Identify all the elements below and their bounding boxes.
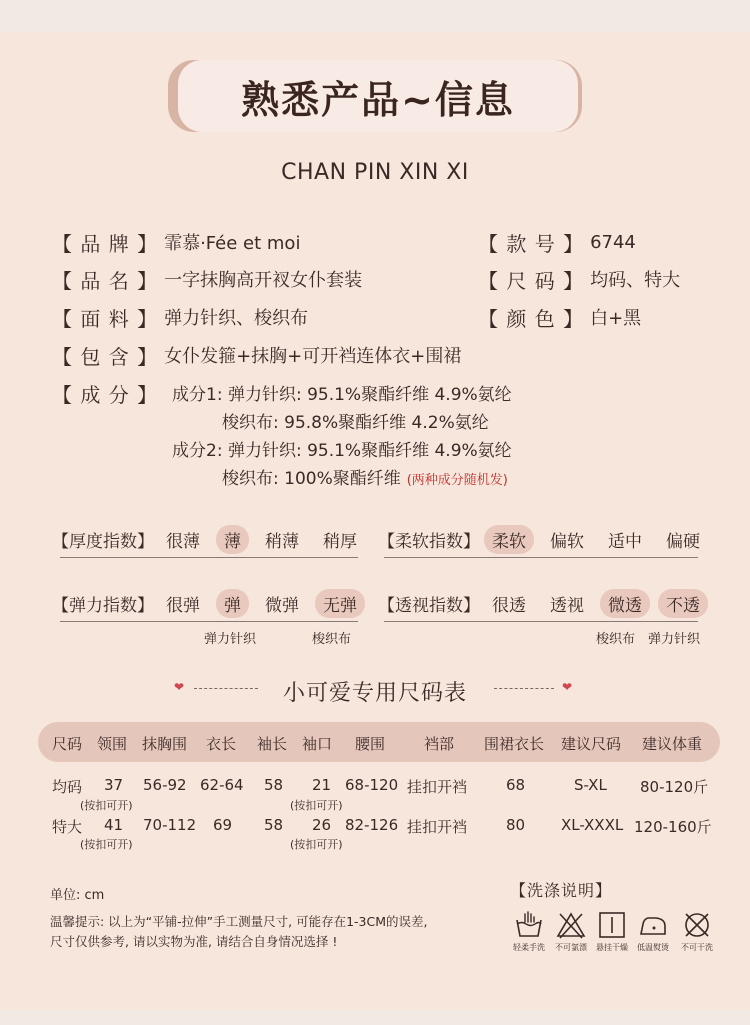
unit-label: 单位: cm <box>50 888 105 903</box>
heart-icon: ❤ <box>174 680 185 694</box>
brand-label: 【 品 牌 】 <box>52 231 159 256</box>
page-subtitle: CHAN PIN XIN XI <box>281 160 469 185</box>
no-bleach-icon <box>556 910 586 940</box>
table-cell: 21 <box>312 776 332 794</box>
transparency-option: 很透 <box>492 595 526 616</box>
fabric-value: 弹力针织、梭织布 <box>164 308 309 329</box>
table-header-cell: 建议体重 <box>642 735 703 753</box>
table-cell: 挂扣开裆 <box>407 818 468 836</box>
table-header-cell: 领围 <box>97 735 128 753</box>
table-cell: 特大 <box>52 818 83 836</box>
thickness-option: 稍厚 <box>323 531 357 552</box>
elasticity-index <box>52 586 369 620</box>
info-includes <box>52 340 461 370</box>
transparency-divider <box>384 621 698 622</box>
wash-title: 【洗涤说明】 <box>510 881 613 900</box>
thickness-option: 稍薄 <box>265 531 299 552</box>
wash-label: 不可干洗 <box>681 943 713 952</box>
transparency-index <box>378 586 712 620</box>
table-cell-note: (按扣可开) <box>80 838 133 851</box>
table-cell: 37 <box>104 776 124 794</box>
size-value: 均码、特大 <box>590 270 681 291</box>
info-fabric <box>52 302 308 332</box>
composition-note: (两种成分随机发) <box>406 473 508 488</box>
table-cell: 26 <box>312 816 332 834</box>
includes-value: 女仆发箍+抹胸+可开裆连体衣+围裙 <box>164 346 462 367</box>
elasticity-note: 弹力针织 <box>204 632 257 647</box>
table-header-cell: 裆部 <box>424 735 455 753</box>
transparency-label: 【透视指数】 <box>378 595 480 616</box>
model-label: 【 款 号 】 <box>478 231 585 256</box>
info-model <box>478 227 636 257</box>
transparency-note: 梭织布 <box>596 632 636 647</box>
info-name <box>52 264 362 294</box>
thickness-divider <box>60 557 358 558</box>
softness-option: 偏硬 <box>666 531 700 552</box>
table-cell: 68-120 <box>345 776 399 794</box>
elasticity-divider <box>60 621 358 622</box>
elasticity-note: 梭织布 <box>312 632 352 647</box>
elasticity-option: 很弹 <box>166 595 200 616</box>
wash-label: 低温熨烫 <box>637 943 669 952</box>
table-cell-note: (按扣可开) <box>290 799 343 812</box>
table-cell: 80 <box>506 816 526 834</box>
table-cell-note: (按扣可开) <box>290 838 343 851</box>
title-banner <box>168 60 582 132</box>
hand-wash-icon <box>514 910 544 940</box>
softness-option: 偏软 <box>550 531 584 552</box>
brand-value: 霏慕·Fée et moi <box>164 233 301 254</box>
name-value: 一字抹胸高开衩女仆套装 <box>164 270 363 291</box>
model-value: 6744 <box>590 231 636 253</box>
table-header-cell: 尺码 <box>52 735 83 753</box>
softness-option-selected: 柔软 <box>484 525 534 554</box>
page-title: 熟悉产品~信息 <box>178 60 578 132</box>
info-size <box>478 264 680 294</box>
transparency-option-selected: 不透 <box>658 589 708 618</box>
composition-line-3: 成分2: 弹力针织: 95.1%聚酯纤维 4.9%氨纶 <box>172 441 512 461</box>
softness-index <box>378 522 712 556</box>
table-cell: 挂扣开裆 <box>407 778 468 796</box>
dashed-divider <box>494 688 554 689</box>
softness-option: 适中 <box>608 531 642 552</box>
heart-icon: ❤ <box>562 680 573 694</box>
table-header-cell: 围裙衣长 <box>484 735 545 753</box>
thickness-option-selected: 薄 <box>216 525 249 554</box>
table-cell: 62-64 <box>200 776 244 794</box>
table-header-cell: 袖口 <box>302 735 333 753</box>
hang-dry-icon <box>597 910 627 940</box>
composition-line-4 <box>222 464 508 489</box>
info-color <box>478 302 641 332</box>
color-label: 【 颜 色 】 <box>478 306 585 331</box>
elasticity-label: 【弹力指数】 <box>52 595 154 616</box>
color-value: 白+黑 <box>590 308 642 329</box>
table-cell: 68 <box>506 776 526 794</box>
transparency-option-selected: 微透 <box>600 589 650 618</box>
table-header-cell: 腰围 <box>355 735 386 753</box>
table-cell: 120-160斤 <box>634 818 712 836</box>
name-label: 【 品 名 】 <box>52 268 159 293</box>
wash-label: 悬挂干燥 <box>596 943 628 952</box>
includes-label: 【 包 含 】 <box>52 344 159 369</box>
size-table-title: 小可爱专用尺码表 <box>282 681 467 706</box>
thickness-index <box>52 522 369 556</box>
thickness-label: 【厚度指数】 <box>52 531 154 552</box>
transparency-option: 透视 <box>550 595 584 616</box>
thickness-option: 很薄 <box>166 531 200 552</box>
table-cell: 58 <box>264 816 284 834</box>
tip-line-1: 温馨提示: 以上为“平铺-拉伸”手工测量尺寸, 可能存在1-3CM的误差, <box>50 914 428 929</box>
info-brand <box>52 227 300 257</box>
info-composition <box>52 378 158 408</box>
transparency-note: 弹力针织 <box>648 632 701 647</box>
composition-label: 【 成 分 】 <box>52 382 159 407</box>
table-cell: 41 <box>104 816 124 834</box>
tip-line-2: 尺寸仅供参考, 请以实物为准, 请结合自身情况选择 ! <box>50 934 338 949</box>
wash-label: 不可氯漂 <box>555 943 587 952</box>
fabric-label: 【 面 料 】 <box>52 306 159 331</box>
composition-line-2: 梭织布: 95.8%聚酯纤维 4.2%氨纶 <box>222 413 489 433</box>
no-dry-clean-icon <box>682 910 712 940</box>
softness-divider <box>384 557 698 558</box>
softness-label: 【柔软指数】 <box>378 531 480 552</box>
low-iron-icon <box>638 910 668 940</box>
elasticity-option-selected: 无弹 <box>315 589 365 618</box>
table-header-cell: 衣长 <box>206 735 237 753</box>
composition-line-1: 成分1: 弹力针织: 95.1%聚酯纤维 4.9%氨纶 <box>172 385 512 405</box>
table-cell: XL-XXXL <box>561 816 624 834</box>
table-cell: 均码 <box>52 778 83 796</box>
table-header-cell: 抹胸围 <box>142 735 188 753</box>
wash-label: 轻柔手洗 <box>513 943 545 952</box>
table-cell: 56-92 <box>143 776 187 794</box>
table-cell: 70-112 <box>143 816 197 834</box>
table-header-cell: 建议尺码 <box>561 735 622 753</box>
size-label: 【 尺 码 】 <box>478 268 585 293</box>
elasticity-option: 微弹 <box>265 595 299 616</box>
elasticity-option-selected: 弹 <box>216 589 249 618</box>
table-header-cell: 袖长 <box>257 735 288 753</box>
table-cell: 80-120斤 <box>640 778 709 796</box>
composition-line-4-text: 梭织布: 100%聚酯纤维 <box>222 469 401 489</box>
table-cell: 58 <box>264 776 284 794</box>
table-cell-note: (按扣可开) <box>80 799 133 812</box>
table-cell: 82-126 <box>345 816 399 834</box>
table-cell: 69 <box>213 816 233 834</box>
table-cell: S-XL <box>574 776 607 794</box>
